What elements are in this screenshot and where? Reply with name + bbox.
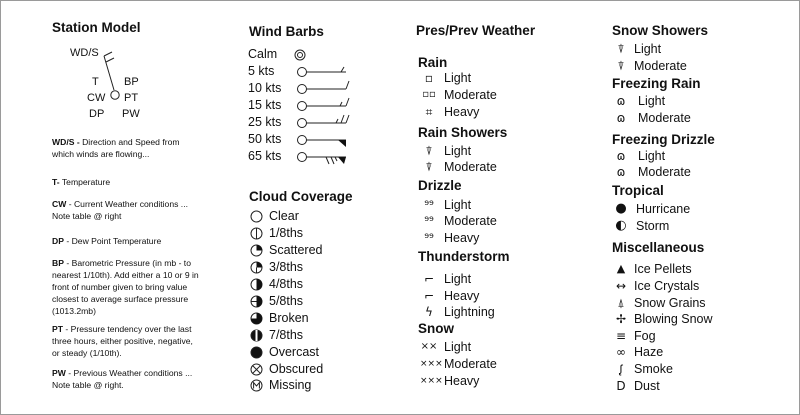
rain-title: Rain bbox=[418, 55, 448, 70]
drizzle-light-icon: ⁹⁹ bbox=[424, 198, 434, 212]
one-eighth-icon bbox=[250, 227, 264, 241]
haze-icon: ∞ bbox=[616, 345, 626, 359]
storm-icon: ◐ bbox=[615, 218, 627, 233]
dust-icon: D bbox=[616, 379, 626, 393]
snow-showers-title: Snow Showers bbox=[612, 23, 709, 38]
label-pt: PT bbox=[124, 92, 139, 104]
fog-icon: ≡ bbox=[615, 329, 627, 343]
five-eighths-icon bbox=[250, 295, 264, 309]
lightning-icon: ϟ bbox=[425, 305, 433, 319]
frzdrizzle-moderate-icon: ɷ bbox=[616, 165, 626, 179]
label-dp: DP bbox=[89, 108, 105, 120]
barb-15kts-icon bbox=[296, 97, 352, 113]
wind-row-50kts: 50 kts bbox=[248, 131, 281, 147]
snow-light-icon: ×× bbox=[420, 341, 438, 352]
wind-row-10kts: 10 kts bbox=[248, 80, 281, 96]
snowshowers-light-icon: ⍒ bbox=[617, 42, 625, 56]
station-model-title: Station Model bbox=[52, 20, 141, 35]
freezing-drizzle-title: Freezing Drizzle bbox=[612, 132, 715, 147]
showers-light-icon: ⍒ bbox=[425, 144, 433, 158]
hurricane-icon: ● bbox=[615, 201, 627, 216]
calm-icon bbox=[293, 48, 307, 62]
frzrain-light-icon: ɷ bbox=[616, 94, 626, 108]
snow-moderate-icon: ××× bbox=[420, 359, 443, 369]
desc-bp: BP - Barometric Pressure (in mb - to nearest 1/10th). Add either a 10 or 9 in front of number given to bring value closest to average surface pressure (1013.2mb) bbox=[52, 258, 199, 316]
showers-moderate-icon: ⍒ bbox=[425, 160, 433, 174]
label-t: T bbox=[92, 76, 99, 88]
desc-pw: PW - Previous Weather conditions ... Note table @ right. bbox=[52, 368, 193, 390]
broken-icon bbox=[250, 312, 264, 326]
desc-pt: PT - Pressure tendency over the last three hours, either positive, negative, or steady (1/10th). bbox=[52, 324, 193, 358]
frzrain-moderate-icon: ɷ bbox=[616, 111, 626, 125]
label-pw: PW bbox=[122, 108, 140, 120]
rain-light-icon: ▫ bbox=[424, 71, 434, 85]
wind-row-calm: Calm bbox=[248, 46, 277, 62]
freezing-rain-title: Freezing Rain bbox=[612, 76, 701, 91]
barb-5kts-icon bbox=[296, 63, 352, 79]
snow-title: Snow bbox=[418, 321, 454, 336]
thunderstorm-title: Thunderstorm bbox=[418, 249, 510, 264]
thunder-light-icon: ⌐ bbox=[423, 272, 435, 286]
thunder-heavy-icon: ⌐ bbox=[423, 289, 435, 303]
desc-wds: WD/S - Direction and Speed from which winds are flowing... bbox=[52, 137, 180, 159]
label-wds: WD/S bbox=[70, 47, 99, 59]
barb-50kts-icon bbox=[296, 131, 352, 147]
barb-25kts-icon bbox=[296, 114, 352, 130]
scattered-icon bbox=[250, 244, 264, 258]
obscured-icon bbox=[250, 363, 264, 377]
seven-eighths-icon bbox=[250, 329, 264, 343]
drizzle-moderate-icon: ⁹⁹ bbox=[424, 214, 434, 228]
desc-t: T- Temperature bbox=[52, 177, 111, 187]
four-eighths-icon bbox=[250, 278, 264, 292]
ice-pellets-icon: ▲ bbox=[616, 262, 626, 275]
missing-icon bbox=[250, 379, 264, 393]
smoke-icon: ᶘ bbox=[619, 362, 623, 376]
cloud-coverage-title: Cloud Coverage bbox=[249, 189, 353, 204]
drizzle-title: Drizzle bbox=[418, 178, 462, 193]
snow-heavy-icon: ××× bbox=[420, 376, 443, 386]
drizzle-heavy-icon: ⁹⁹ bbox=[424, 231, 434, 245]
overcast-icon bbox=[250, 346, 264, 360]
snow-grains-icon: ⍋ bbox=[617, 296, 625, 310]
wind-row-5kts: 5 kts bbox=[248, 63, 274, 79]
wind-row-15kts: 15 kts bbox=[248, 97, 281, 113]
wind-row-65kts: 65 kts bbox=[248, 148, 281, 164]
desc-dp: DP - Dew Point Temperature bbox=[52, 236, 162, 246]
wind-row-25kts: 25 kts bbox=[248, 114, 281, 130]
label-cw: CW bbox=[87, 92, 106, 104]
miscellaneous-title: Miscellaneous bbox=[612, 240, 705, 255]
station-circle-icon bbox=[100, 50, 130, 102]
label-bp: BP bbox=[124, 76, 139, 88]
barb-65kts-icon bbox=[296, 148, 352, 164]
rain-showers-title: Rain Showers bbox=[418, 125, 508, 140]
rain-moderate-icon: ▫▫ bbox=[422, 89, 436, 100]
frzdrizzle-light-icon: ɷ bbox=[616, 149, 626, 163]
desc-cw: CW - Current Weather conditions ... Note table @ right bbox=[52, 199, 188, 221]
barb-10kts-icon bbox=[296, 80, 352, 96]
tropical-title: Tropical bbox=[612, 183, 664, 198]
clear-icon bbox=[250, 210, 264, 224]
rain-heavy-icon: ⌗ bbox=[425, 105, 433, 119]
wind-barbs-title: Wind Barbs bbox=[249, 24, 324, 39]
snowshowers-moderate-icon: ⍒ bbox=[617, 59, 625, 73]
blowing-snow-icon: ✢ bbox=[615, 312, 627, 326]
three-eighths-icon bbox=[250, 261, 264, 275]
pres-prev-weather-title: Pres/Prev Weather bbox=[416, 23, 536, 38]
ice-crystals-icon: ↔ bbox=[615, 279, 627, 293]
